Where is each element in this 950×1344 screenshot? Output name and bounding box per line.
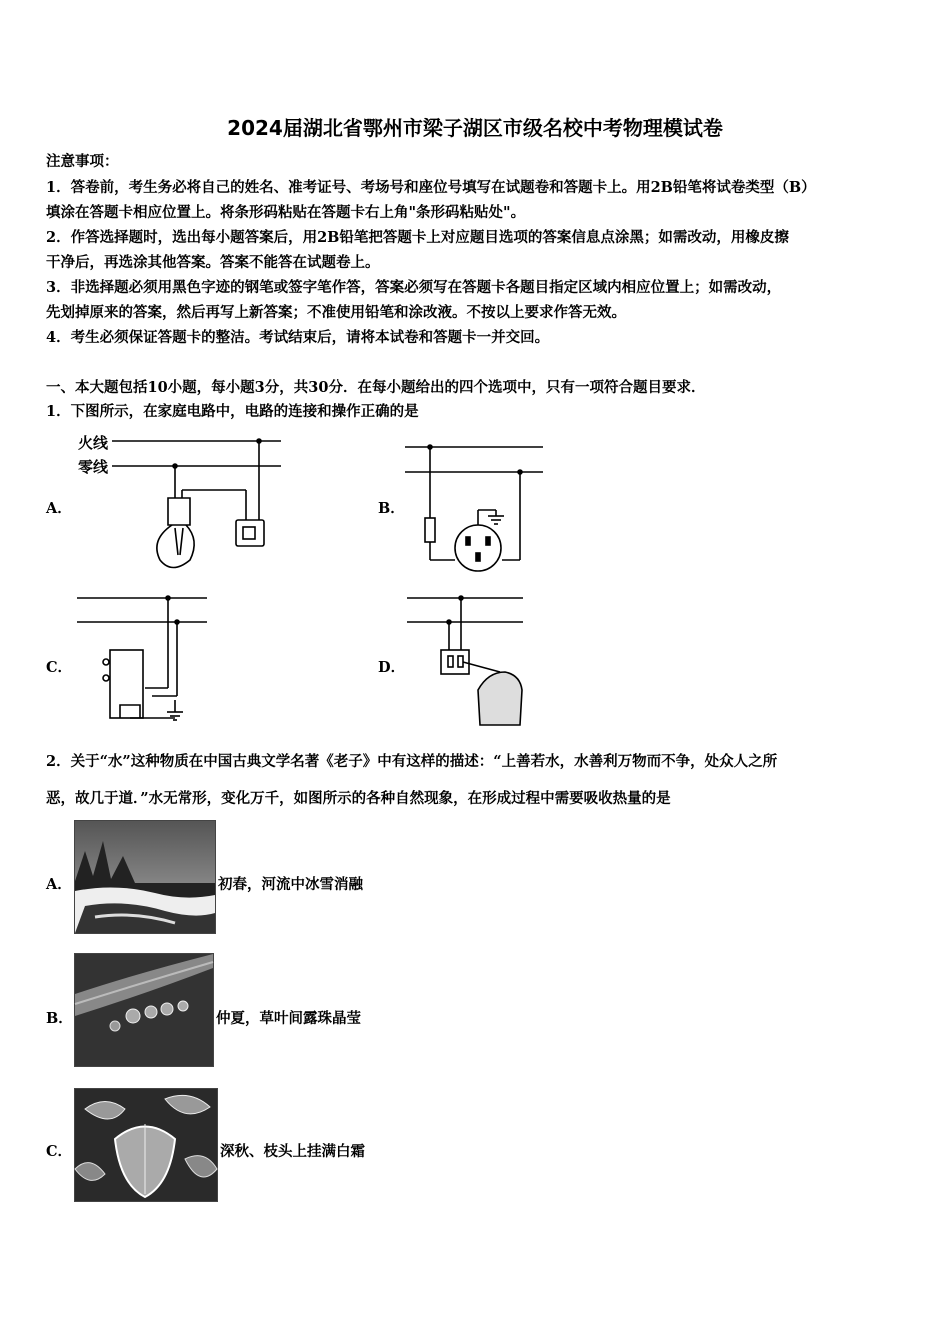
q2-option-b-label: B． [46,1010,73,1027]
melting-ice-river-image [74,820,216,934]
circuit-b [405,445,543,571]
section-heading: 一、本大题包括10小题，每小题3分，共30分．在每小题给出的四个选项中，只有一项符合题目要求． [46,379,706,396]
q2-option-b-text: 仲夏，草叶间露珠晶莹 [216,1010,361,1027]
question-1-stem: 1．下图所示，在家庭电路中，电路的连接和操作正确的是 [46,403,419,420]
q1-option-a-label: A． [46,500,72,517]
notice-heading: 注意事项： [46,153,119,170]
notice-line-1: 1．答卷前，考生务必将自己的姓名、准考证号、考场号和座位号填写在试题卷和答题卡上。用2B铅笔将试卷类型（B） [46,179,816,196]
notice-line-7: 4．考生必须保证答题卡的整洁。考试结束后，请将本试卷和答题卡一并交回。 [46,329,550,346]
circuit-a [112,439,281,568]
circuit-c [77,596,207,720]
q1-option-c-label: C． [46,659,73,676]
question-2-stem-line-2: 恶，故几于道．”水无常形，变化万千，如图所示的各种自然现象，在形成过程中需要吸收热量的是 [46,790,671,807]
q2-option-a-text: 初春，河流中冰雪消融 [218,876,363,893]
notice-line-6: 先划掉原来的答案，然后再写上新答案；不准使用铅笔和涂改液。不按以上要求作答无效。 [46,304,626,321]
dewdrops-on-grass-image [74,953,214,1067]
q2-option-a-label: A． [46,876,72,893]
notice-line-3: 2．作答选择题时，选出每小题答案后，用2B铅笔把答题卡上对应题目选项的答案信息点涂黑；如需改动，用橡皮擦 [46,229,789,246]
notice-line-2: 填涂在答题卡相应位置上。将条形码粘贴在答题卡右上角"条形码粘贴处"。 [46,204,526,221]
question-2-stem-line-1: 2．关于“水”这种物质在中国古典文学名著《老子》中有这样的描述：“上善若水，水善利万物而不争，处众人之所 [46,753,778,770]
frost-on-leaves-image [74,1088,218,1202]
circuit-d [407,596,523,725]
notice-line-5: 3．非选择题必须用黑色字迹的钢笔或签字笔作答，答案必须写在答题卡各题目指定区域内相应位置上；如需改动， [46,279,782,296]
q1-option-b-label: B． [378,500,405,517]
page-title: 2024届湖北省鄂州市梁子湖区市级名校中考物理模试卷 [227,116,723,140]
q2-option-c-label: C． [46,1143,73,1160]
q1-option-d-label: D． [378,659,406,676]
neutral-wire-label: 零线 [78,458,109,476]
live-wire-label: 火线 [78,434,109,452]
notice-line-4: 干净后，再选涂其他答案。答案不能答在试题卷上。 [46,254,380,271]
q2-option-c-text: 深秋、枝头上挂满白霜 [220,1143,365,1160]
